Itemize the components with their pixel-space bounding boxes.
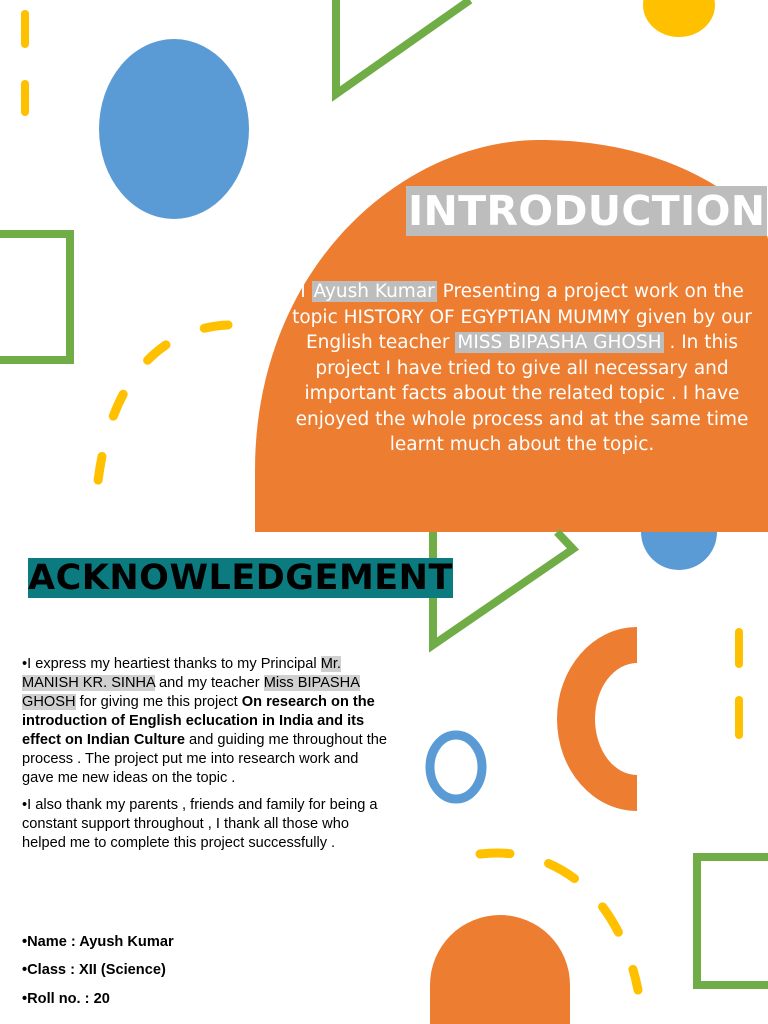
ack-text: •I express my heartiest thanks to my Principal [22, 656, 321, 672]
ack-text: and my teacher [155, 675, 264, 691]
orange-c-shape [557, 627, 637, 811]
green-square [0, 234, 70, 360]
acknowledgement-paragraph [22, 655, 394, 788]
intro-text-part: I [300, 281, 312, 302]
blue-ellipse [99, 39, 249, 219]
acknowledgement-title-text: ACKNOWLEDGEMENT [28, 558, 453, 598]
project-topic: On research on the introduction of English eclucation in India and its effect on Indian Culture [22, 694, 375, 748]
acknowledgement-body [22, 655, 394, 861]
intro-text-part: Presenting a project work on the topic HISTORY OF EGYPTIAN MUMMY given by our English teacher [292, 281, 752, 353]
acknowledgement-title [28, 557, 453, 599]
green-triangle [336, 0, 470, 94]
principal-name: Mr. MANISH KR. SINHA [22, 656, 341, 691]
teacher-name-highlight: MISS BIPASHA GHOSH [457, 332, 662, 353]
ack-text: for giving me this project [75, 694, 242, 710]
green-triangle-middle [433, 532, 573, 645]
student-class: •Class : XII (Science) [22, 962, 166, 978]
student-roll: •Roll no. : 20 [22, 991, 110, 1007]
ack-text: and guiding me throughout the process . The project put me into research work and gave me new ideas on the topic . [22, 732, 388, 786]
teacher-name: Miss BIPASHA GHOSH [22, 675, 360, 710]
intro-text-part: . In this project I have tried to give all necessary and important facts about the related topic . I have enjoyed the whole process and at the same time learnt much about the topic. [295, 332, 749, 455]
student-name: •Name : Ayush Kumar [22, 934, 174, 950]
acknowledgement-paragraph-2: •I also thank my parents , friends and family for being a constant support throughout , I thank all those who helped me to complete this project successfully . [22, 797, 378, 851]
orange-dome-bottom [430, 915, 570, 1024]
blue-ring [430, 735, 482, 799]
green-square-bottom [697, 857, 768, 985]
yellow-dashed-arc [97, 325, 228, 490]
student-name-highlight: Ayush Kumar [313, 281, 435, 302]
introduction-text [280, 279, 764, 458]
blue-half-circle [641, 532, 717, 570]
yellow-circle [643, 0, 715, 37]
introduction-title: INTRODUCTION [408, 187, 766, 235]
